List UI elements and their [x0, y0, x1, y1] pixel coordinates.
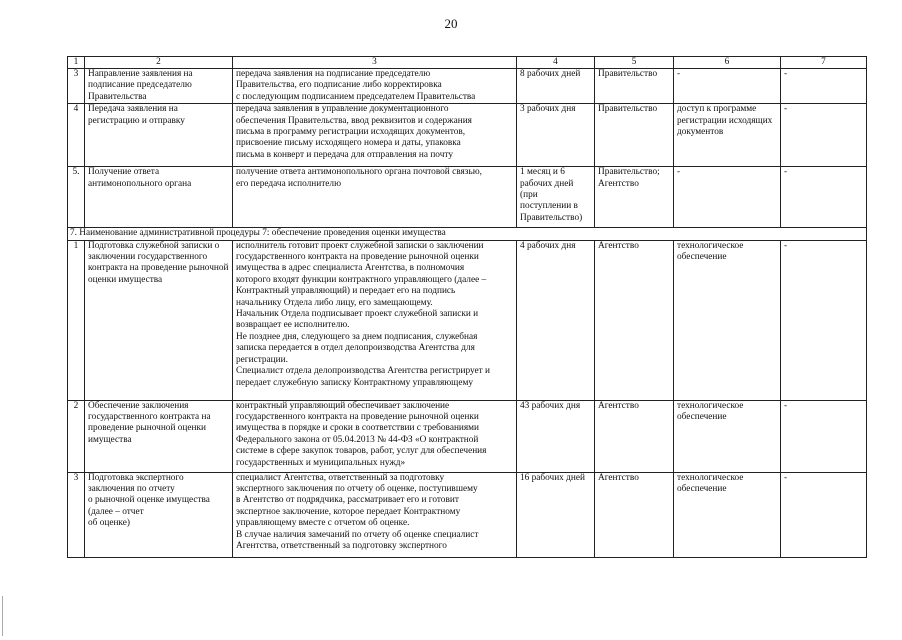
table-row — [68, 69, 867, 104]
step-notes: - — [781, 167, 867, 228]
column-number: 5 — [595, 57, 674, 69]
step-conditions: - — [674, 69, 781, 104]
column-number: 2 — [85, 57, 233, 69]
step-responsible: Агентство — [595, 240, 674, 400]
step-name: Обеспечение заключения государственного контракта на проведение рыночной оценки имущества — [85, 400, 233, 472]
step-name: Передача заявления на регистрацию и отправку — [85, 104, 233, 167]
step-number: 3 — [68, 472, 85, 557]
step-term: 1 месяц и 6 рабочих дней (при поступлении в Правительство) — [517, 167, 595, 228]
step-responsible: Правительство — [595, 104, 674, 167]
section-title: 7. Наименование административной процедуры 7: обеспечение проведения оценки имущества — [68, 228, 867, 240]
step-conditions: технологическое обеспечение — [674, 240, 781, 400]
step-conditions: - — [674, 167, 781, 228]
step-content: контрактный управляющий обеспечивает заключение государственного контракта на проведение рыночной оценки имущества в порядке и сроки в соответствии с требованиями Федерального закона от 05.04.2013 № 44-ФЗ «О контрактной системе в сфере закупок товаров, работ, услуг для обеспечения государственных и муниципальных нужд» — [233, 400, 517, 472]
column-number-row — [68, 57, 867, 69]
step-notes: - — [781, 472, 867, 557]
section-row — [68, 228, 867, 240]
step-content: передача заявления в управление документационного обеспечения Правительства, ввод реквизитов и содержания письма в программу регистрации исходящих документов, присвоение письму исходящего номера и даты, упаковка письма в конверт и передача для отправления на почту — [233, 104, 517, 167]
step-responsible: Правительство; Агентство — [595, 167, 674, 228]
step-number: 4 — [68, 104, 85, 167]
step-term: 8 рабочих дней — [517, 69, 595, 104]
table-row — [68, 240, 867, 400]
table-row — [68, 104, 867, 167]
step-content: исполнитель готовит проект служебной записки о заключении государственного контракта на проведение рыночной оценки имущества в адрес специалиста Агентства, в полномочия которого входят функции контрактного управляющего (далее – Контрактный управляющий) и передает его на подпись начальнику Отдела либо лицу, его замещающему. Начальник Отдела подписывает проект служебной записки и возвращает ее исполнителю. Не позднее дня, следующего за днем подписания, служебная записка передается в отдел делопроизводства Агентства для регистрации. Специалист отдела делопроизводства Агентства регистрирует и передает служебную записку Контрактному управляющему — [233, 240, 517, 400]
column-number: 4 — [517, 57, 595, 69]
step-term: 43 рабочих дня — [517, 400, 595, 472]
step-name: Подготовка служебной записки о заключении государственного контракта на проведение рыночной оценки имущества — [85, 240, 233, 400]
column-number: 7 — [781, 57, 867, 69]
step-responsible: Агентство — [595, 472, 674, 557]
step-notes: - — [781, 104, 867, 167]
step-conditions: технологическое обеспечение — [674, 472, 781, 557]
column-number: 6 — [674, 57, 781, 69]
step-content: специалист Агентства, ответственный за подготовку экспертного заключения по отчету об оценке, поступившему в Агентство от подрядчика, рассматривает его и готовит экспертное заключение, которое передает Контрактному управляющему вместе с отчетом об оценке. В случае наличия замечаний по отчету об оценке специалист Агентства, ответственный за подготовку экспертного — [233, 472, 517, 557]
step-number: 2 — [68, 400, 85, 472]
step-responsible: Агентство — [595, 400, 674, 472]
step-number: 1 — [68, 240, 85, 400]
step-name: Получение ответа антимонопольного органа — [85, 167, 233, 228]
table-row — [68, 167, 867, 228]
step-term: 16 рабочих дней — [517, 472, 595, 557]
step-name: Направление заявления на подписание председателю Правительства — [85, 69, 233, 104]
column-number: 1 — [68, 57, 85, 69]
step-notes: - — [781, 240, 867, 400]
step-conditions: технологическое обеспечение — [674, 400, 781, 472]
step-number: 5. — [68, 167, 85, 228]
step-notes: - — [781, 69, 867, 104]
step-content: передача заявления на подписание председателю Правительства, его подписание либо корректировка с последующим подписанием председателем Правительства — [233, 69, 517, 104]
step-term: 3 рабочих дня — [517, 104, 595, 167]
scan-margin-mark — [2, 596, 3, 636]
step-name: Подготовка экспертного заключения по отчету о рыночной оценке имущества (далее – отчет об оценке) — [85, 472, 233, 557]
step-content: получение ответа антимонопольного органа почтовой связью, его передача исполнителю — [233, 167, 517, 228]
table-row — [68, 472, 867, 557]
step-number: 3 — [68, 69, 85, 104]
step-conditions: доступ к программе регистрации исходящих документов — [674, 104, 781, 167]
step-responsible: Правительство — [595, 69, 674, 104]
procedures-table — [67, 56, 867, 558]
step-term: 4 рабочих дня — [517, 240, 595, 400]
page-number: 20 — [444, 16, 458, 31]
column-number: 3 — [233, 57, 517, 69]
step-notes: - — [781, 400, 867, 472]
table-row — [68, 400, 867, 472]
